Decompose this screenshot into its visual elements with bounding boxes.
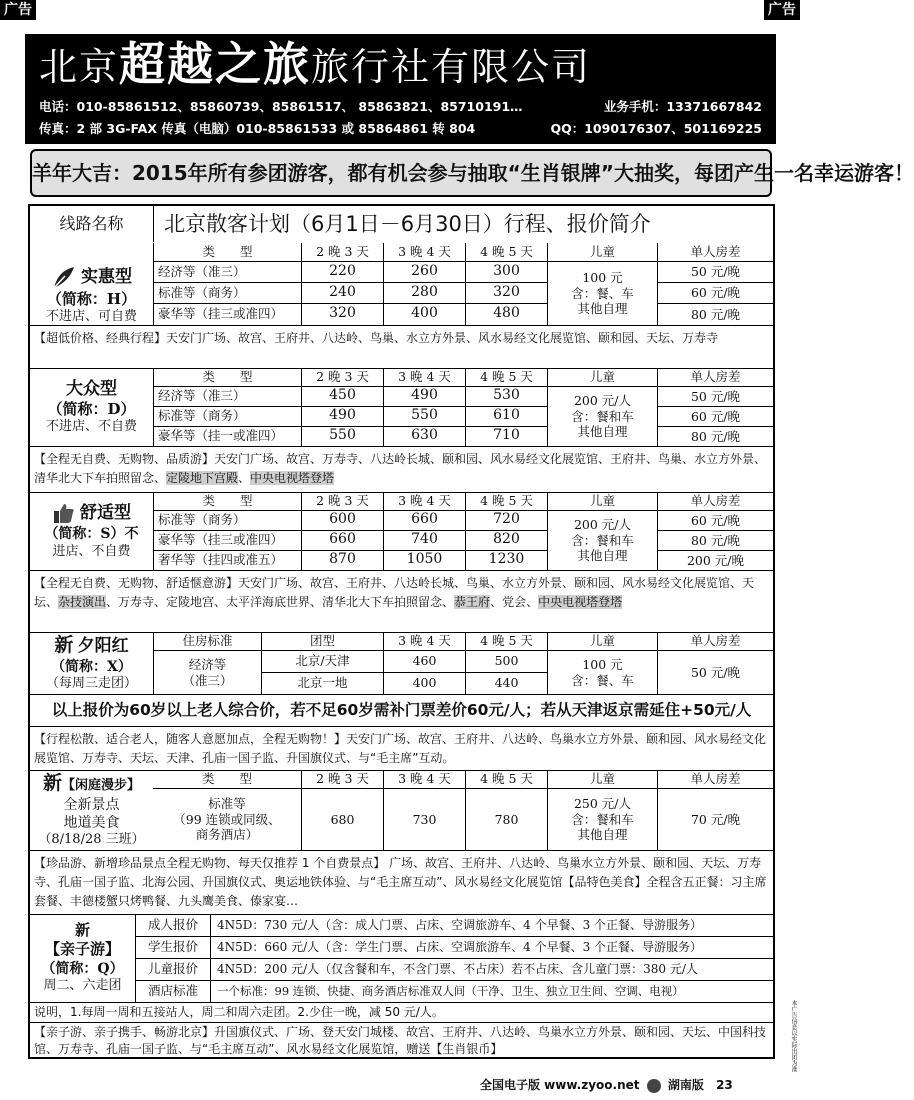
table-cell: 标准等（商务） xyxy=(153,406,301,426)
desc-highlight: 中央电视塔登塔 xyxy=(250,471,335,485)
price-cell: 720 xyxy=(465,510,547,530)
table-cell: 标准等（商务） xyxy=(153,282,301,303)
desc-highlight: 中央电视塔登塔 xyxy=(538,595,623,609)
q-text: 4N5D：730 元/人（含：成人门票、占床、空调旅游车、4 个早餐、3 个正餐、导游服务） xyxy=(210,914,773,936)
logo-icon xyxy=(647,1079,661,1093)
price-cell: 1230 xyxy=(465,550,547,570)
price-cell: 400 xyxy=(383,672,465,694)
price-cell: 500 xyxy=(465,650,547,672)
price-cell: 630 xyxy=(383,426,465,446)
hotel-line: （99 连锁或同级、 xyxy=(173,811,281,827)
table-cell: 经济等（准三） xyxy=(153,261,301,282)
section-d-note: 不进店、不自费 xyxy=(45,419,137,435)
price-cell: 490 xyxy=(383,386,465,406)
col-d45: 4 晚 5 天 xyxy=(465,770,547,788)
col-std: 住房标准 xyxy=(153,632,261,650)
price-cell: 320 xyxy=(465,282,547,303)
single-cell: 80 元/晚 xyxy=(657,426,773,446)
price-cell: 440 xyxy=(465,672,547,694)
table-cell: 豪华等（挂三或准四） xyxy=(153,303,301,325)
plan-title: 北京散客计划（6月1日－6月30日）行程、报价简介 xyxy=(153,206,773,242)
child-cell xyxy=(547,788,657,850)
q-label: 成人报价 xyxy=(135,914,210,936)
new-badge: 新 xyxy=(74,920,90,939)
col-d45: 4 晚 5 天 xyxy=(465,492,547,510)
table-cell: 豪华等（挂三或准四） xyxy=(153,530,301,550)
section-d-desc xyxy=(30,446,773,492)
price-cell: 450 xyxy=(301,386,383,406)
child-line: 100 元 xyxy=(582,656,623,672)
price-cell: 320 xyxy=(301,303,383,325)
col-d23: 2 晚 3 天 xyxy=(301,368,383,386)
mobile: 业务手机：13371667842 xyxy=(603,99,762,114)
section-leisure-title: 【闲庭漫步】 xyxy=(62,778,141,794)
price-cell: 680 xyxy=(301,788,383,850)
col-child: 儿童 xyxy=(547,492,657,510)
desc-highlight: 恭王府 xyxy=(454,595,491,609)
price-cell: 710 xyxy=(465,426,547,446)
q-label: 酒店标准 xyxy=(135,980,210,1002)
section-h-title: 实惠型 xyxy=(81,266,132,287)
col-child: 儿童 xyxy=(547,632,657,650)
col-single: 单人房差 xyxy=(657,368,773,386)
section-s-desc xyxy=(30,570,773,632)
col-d34: 3 晚 4 天 xyxy=(383,770,465,788)
child-line: 200 元/人 xyxy=(573,393,632,409)
leaf-icon xyxy=(51,264,77,290)
price-cell: 870 xyxy=(301,550,383,570)
col-d34: 3 晚 4 天 xyxy=(383,243,465,261)
price-cell: 1050 xyxy=(383,550,465,570)
section-q-name xyxy=(30,914,135,1002)
child-line: 含：餐和车 xyxy=(571,408,634,424)
price-cell: 460 xyxy=(383,650,465,672)
col-d45: 4 晚 5 天 xyxy=(465,243,547,261)
child-line: 其他自理 xyxy=(577,827,628,843)
footer-edition: 湖南版 xyxy=(667,1078,704,1092)
table-cell: 经济等（准三） xyxy=(153,386,301,406)
section-h-note: 不进店、可自费 xyxy=(45,309,137,325)
name-suffix: 旅行社有限公司 xyxy=(311,45,592,89)
col-d34: 3 晚 4 天 xyxy=(383,368,465,386)
price-cell: 530 xyxy=(465,386,547,406)
std-line: 经济等 xyxy=(188,656,227,672)
single-cell: 50 元/晚 xyxy=(657,386,773,406)
price-cell: 240 xyxy=(301,282,383,303)
price-cell: 660 xyxy=(301,530,383,550)
q-text: 4N5D：660 元/人（含：学生门票、占床、空调旅游车、4 个早餐、3 个正餐、导游服务） xyxy=(210,936,773,958)
section-s-name xyxy=(30,492,153,570)
section-x-note: （每周三走团） xyxy=(45,675,137,691)
ad-label-left: 广告 xyxy=(0,0,36,20)
section-leisure-sub: 全新景点 xyxy=(63,796,120,813)
price-cell: 820 xyxy=(465,530,547,550)
std-line: （准三） xyxy=(182,672,233,688)
price-cell: 780 xyxy=(465,788,547,850)
desc-text: 、党会、 xyxy=(490,595,539,609)
section-q-note: 周二、六走团 xyxy=(43,978,122,994)
col-d23: 2 晚 3 天 xyxy=(301,492,383,510)
section-q-code: （简称：Q） xyxy=(41,960,124,977)
thumbs-up-icon xyxy=(52,501,76,525)
company-header xyxy=(25,34,776,144)
desc-text: 、万寿寺、定陵地宫、太平洋海底世界、清华北大下车拍照留念、 xyxy=(106,595,455,609)
company-name xyxy=(25,34,776,96)
section-leisure-sub: （8/18/28 三班） xyxy=(38,832,145,848)
desc-text: 【全程无自费、无购物、品质游】天安门广场、故宫、万寿寺、八达岭长城、颐和园、风水易经文化展览馆、王府井、鸟巢、水立方外景、清华北大下车拍照留念、 xyxy=(34,452,767,485)
price-cell: 610 xyxy=(465,406,547,426)
col-d45: 4 晚 5 天 xyxy=(465,368,547,386)
table-cell: 标准等（商务） xyxy=(153,510,301,530)
table-header-row xyxy=(30,206,773,242)
section-s-title: 舒适型 xyxy=(80,503,131,524)
price-cell: 550 xyxy=(301,426,383,446)
price-cell: 400 xyxy=(383,303,465,325)
col-child: 儿童 xyxy=(547,243,657,261)
ad-label-right: 广告 xyxy=(764,0,800,20)
table-cell: 豪华等（挂一或准四） xyxy=(153,426,301,446)
col-single: 单人房差 xyxy=(657,243,773,261)
price-cell: 660 xyxy=(383,510,465,530)
child-cell xyxy=(547,386,657,446)
child-line: 含：餐和车 xyxy=(571,532,634,548)
section-x-desc: 【行程松散、适合老人，随客人意愿加点，全程无购物！】天安门广场、故宫、王府井、八达岭、鸟巢水立方外景、颐和园、风水易经文化展览馆、万寿寺、天坛、天津、孔庙一国子监、升国旗仪式、与“毛主席”互动。 xyxy=(30,726,773,770)
section-leisure-name xyxy=(30,770,153,850)
col-type: 类 型 xyxy=(153,368,301,386)
price-cell: 550 xyxy=(383,406,465,426)
child-line: 250 元/人 xyxy=(573,796,632,812)
table-cell: 北京一地 xyxy=(261,672,383,694)
col-d34: 3 晚 4 天 xyxy=(383,632,465,650)
child-cell xyxy=(547,261,657,325)
section-s-code: （简称：S）不 xyxy=(44,526,139,543)
col-single: 单人房差 xyxy=(657,770,773,788)
table-cell: 奢华等（挂四或准五） xyxy=(153,550,301,570)
child-line: 含：餐、车 xyxy=(571,672,634,688)
single-cell: 60 元/晚 xyxy=(657,510,773,530)
section-x-title: 夕阳红 xyxy=(77,636,129,657)
section-x-code: （简称：X） xyxy=(51,658,132,675)
section-x-name xyxy=(30,632,153,694)
name-big: 超越之旅 xyxy=(119,37,312,91)
desc-highlight: 杂技演出 xyxy=(58,595,107,609)
name-prefix: 北京 xyxy=(39,45,120,89)
col-group: 团型 xyxy=(261,632,383,650)
child-line: 其他自理 xyxy=(577,424,628,440)
price-cell: 300 xyxy=(465,261,547,282)
section-q-note2: 说明，1.每周一周和五接站人，周二和周六走团。2.少住一晚，减 50 元/人。 xyxy=(30,1002,773,1022)
desc-highlight: 定陵地下宫殿 xyxy=(166,471,239,485)
itinerary-table xyxy=(28,204,775,1059)
child-line: 其他自理 xyxy=(577,548,628,564)
promo-banner: 羊年大吉：2015年所有参团游客，都有机会参与抽取“生肖银牌”大抽奖，每团产生一名幸运游客！ xyxy=(30,149,772,197)
new-badge: 新 xyxy=(42,772,62,795)
col-child: 儿童 xyxy=(547,770,657,788)
footer-site: 全国电子版 www.zyoo.net xyxy=(480,1078,640,1092)
fax: 传真：2 部 3G-FAX 传真（电脑）010-85861533 或 85864861 转 804 xyxy=(39,121,476,136)
col-d23: 2 晚 3 天 xyxy=(301,243,383,261)
price-cell: 260 xyxy=(383,261,465,282)
child-line: 100 元 xyxy=(582,270,623,286)
table-cell: 北京/天津 xyxy=(261,650,383,672)
std-cell xyxy=(153,650,261,694)
desc-text: 、 xyxy=(238,471,251,485)
price-cell: 480 xyxy=(465,303,547,325)
qq: QQ：1090176307、501169225 xyxy=(550,121,762,136)
col-d34: 3 晚 4 天 xyxy=(383,492,465,510)
single-cell: 200 元/晚 xyxy=(657,550,773,570)
single-cell: 50 元/晚 xyxy=(657,261,773,282)
single-cell: 80 元/晚 xyxy=(657,303,773,325)
single-cell: 80 元/晚 xyxy=(657,530,773,550)
side-note: 本广告信息以实际出团为准 xyxy=(790,1000,797,1072)
route-name-header: 线路名称 xyxy=(59,214,124,233)
single-cell: 70 元/晚 xyxy=(657,788,773,850)
section-d-name xyxy=(30,368,153,446)
col-single: 单人房差 xyxy=(657,632,773,650)
section-h-code: （简称：H） xyxy=(46,289,137,308)
section-leisure-sub: 地道美食 xyxy=(63,814,120,831)
price-cell: 220 xyxy=(301,261,383,282)
single-cell: 50 元/晚 xyxy=(657,650,773,694)
fax-line xyxy=(25,118,776,140)
child-cell xyxy=(547,650,657,694)
single-cell: 60 元/晚 xyxy=(657,406,773,426)
hotel-cell xyxy=(153,788,301,850)
price-cell: 490 xyxy=(301,406,383,426)
col-single: 单人房差 xyxy=(657,492,773,510)
price-cell: 740 xyxy=(383,530,465,550)
q-text: 4N5D：200 元/人（仅含餐和车，不含门票、不占床）若不占床、含儿童门票：380 元/人 xyxy=(210,958,773,980)
section-q-title: 【亲子游】 xyxy=(44,940,120,959)
single-cell: 60 元/晚 xyxy=(657,282,773,303)
section-s-note: 进店、不自费 xyxy=(52,543,131,559)
q-label: 学生报价 xyxy=(135,936,210,958)
phone: 电话：010-85861512、85860739、85861517、 85863821、85710191… xyxy=(39,99,523,114)
phone-line xyxy=(25,96,776,118)
section-leisure-desc: 【珍品游、新增珍品景点全程无购物、每天仅推荐 1 个自费景点】 广场、故宫、王府井、八达岭、鸟巢水立方外景、颐和园、天坛、万寿寺、孔庙一国子监、北海公园、升国旗仪式、奥运地铁体验、与“毛主席互动”、风水易经文化展览馆【品特色美食】全程含五正餐：习主席套餐、丰德楼蟹只烤鸭餐、九头鹰美食、傣家宴… xyxy=(30,850,773,914)
child-line: 含：餐和车 xyxy=(571,811,634,827)
col-type: 类 型 xyxy=(153,492,301,510)
child-line: 含：餐、车 xyxy=(571,285,634,301)
hotel-line: 商务酒店） xyxy=(195,827,259,843)
section-d-code: （简称：D） xyxy=(47,399,136,418)
col-d45: 4 晚 5 天 xyxy=(465,632,547,650)
page-number: 23 xyxy=(716,1078,733,1092)
page-footer xyxy=(480,1076,770,1093)
desc-text: 【全程无自费、无购物、舒适惬意游】天安门广场、故宫、王府井、八达岭长城、鸟巢、水立方外景、颐和园、风水易经文化展览馆、天坛、 xyxy=(34,576,755,609)
child-cell xyxy=(547,510,657,570)
child-line: 其他自理 xyxy=(577,301,628,317)
child-line: 200 元/人 xyxy=(573,517,632,533)
q-text: 一个标准：99 连锁、快捷、商务酒店标准双人间（干净、卫生、独立卫生间、空调、电视） xyxy=(210,980,773,1002)
new-badge: 新 xyxy=(54,634,74,657)
section-h-desc: 【超低价格、经典行程】天安门广场、故宫、王府井、八达岭、鸟巢、水立方外景、风水易经文化展览馆、颐和园、天坛、万寿寺 xyxy=(30,325,773,368)
section-q-desc: 【亲子游、亲子携手、畅游北京】升国旗仪式、广场、登天安门城楼、故宫、王府井、八达岭、鸟巢水立方外景、颐和园、天坛、中国科技馆、万寿寺、孔庙一国子监、与“毛主席互动”、风水易经文化展览馆，赠送【生肖银币】 xyxy=(30,1022,773,1059)
price-cell: 600 xyxy=(301,510,383,530)
price-cell: 730 xyxy=(383,788,465,850)
senior-notice: 以上报价为60岁以上老人综合价，若不足60岁需补门票差价60元/人；若从天津返京需延住+50元/人 xyxy=(30,694,773,726)
col-child: 儿童 xyxy=(547,368,657,386)
section-d-title: 大众型 xyxy=(66,378,117,399)
col-d23: 2 晚 3 天 xyxy=(301,770,383,788)
col-type: 类 型 xyxy=(201,771,252,787)
hotel-line: 标准等 xyxy=(208,796,246,812)
col-type: 类 型 xyxy=(153,243,301,261)
price-cell: 280 xyxy=(383,282,465,303)
q-label: 儿童报价 xyxy=(135,958,210,980)
